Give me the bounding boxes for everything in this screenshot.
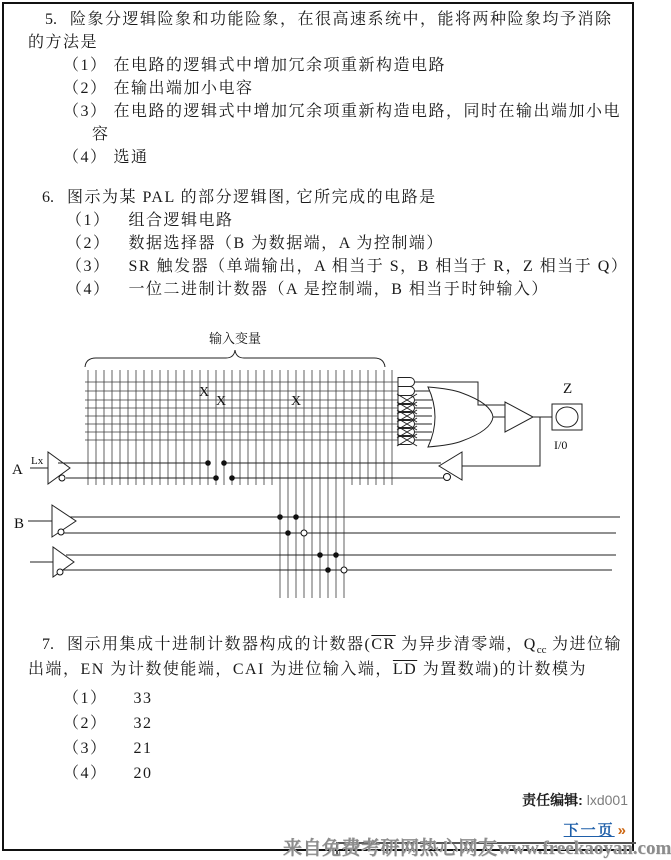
q5-stem-text1: 险象分逻辑险象和功能险象，在很高速系统中，能将两种险象均予消除 [70, 11, 613, 28]
q6-option-1-num: （1） [66, 212, 111, 229]
fuse-x-icon: X [216, 394, 227, 409]
q7-option-2-text: 32 [133, 715, 153, 732]
q7-option-1 [63, 686, 636, 711]
inverter-bubble-icon [58, 529, 64, 535]
q6-option-2-text: 数据选择器（B 为数据端，A 为控制端） [128, 235, 444, 252]
q7-number: 7. [42, 636, 54, 653]
q5-option-1-num: （1） [63, 57, 108, 74]
q7-options [0, 686, 636, 786]
input-variables-label: 输入变量 [208, 331, 262, 346]
fuse-x-icon: X [199, 385, 210, 400]
q6-option-2 [66, 232, 636, 255]
inverter-bubble-icon [57, 569, 63, 575]
q-subscript: cc [536, 644, 547, 657]
q7-stem-line2: 出端，EN 为计数使能端，CAI 为进位输入端，$\overline{LD}$ 为置数端)的计数模为 [28, 661, 588, 678]
q6-stem [42, 186, 636, 209]
q6-stem-text: 图示为某 PAL 的部分逻辑图, 它所完成的电路是 [67, 189, 437, 206]
q5-option-2-text: 在输出端加小电容 [113, 80, 254, 97]
q7-option-4-text: 20 [133, 765, 153, 782]
q5-stem-text2: 的方法是 [28, 34, 99, 51]
q7-option-2 [63, 711, 636, 736]
row-c-wires [63, 552, 616, 573]
q7-option-1-text: 33 [133, 690, 153, 707]
input-variables-brace [85, 350, 385, 367]
q7-option-4 [63, 761, 636, 786]
q6-option-4 [66, 278, 636, 301]
output-z-label: Z [563, 381, 573, 397]
q6-option-4-text: 一位二进制计数器（A 是控制端，B 相当于时钟输入） [128, 281, 549, 298]
io-pad-pin [556, 407, 578, 427]
question-6 [0, 186, 636, 301]
product-term-lines [85, 382, 398, 440]
q7-option-2-num: （2） [63, 715, 108, 732]
io-label: I/0 [554, 438, 568, 452]
input-b-label: B [14, 516, 25, 532]
input-c-buffer [30, 547, 74, 577]
watermark-text: 来自免费考研网热心网友 [283, 838, 498, 859]
pal-circuit-diagram [0, 325, 636, 617]
q5-number: 5. [45, 11, 57, 28]
q7-option-3-text: 21 [133, 740, 153, 757]
q5-stem-line1 [45, 8, 636, 31]
q6-option-4-num: （4） [66, 281, 111, 298]
q6-option-3 [66, 255, 636, 278]
q5-option-3-text: 在电路的逻辑式中增加冗余项重新构造电路，同时在输出端加小电 [113, 103, 622, 120]
io-pad [552, 404, 582, 430]
input-column-lines [88, 370, 392, 598]
watermark-url: www.freekaoyan.com [497, 838, 671, 859]
q5-option-3 [63, 100, 636, 123]
watermark [283, 833, 671, 860]
q5-stem-line2 [28, 31, 636, 54]
q5-option-4 [63, 146, 636, 169]
q7-option-1-num: （1） [63, 690, 108, 707]
fuse-marks [199, 385, 301, 409]
q7-stem-line1: 7. 图示用集成十进制计数器构成的计数器($\overline{CR}$ 为异步清零端，$Q_{cc}$ 为进位输 [42, 636, 623, 657]
q5-option-3-wrap: 容 [92, 126, 110, 143]
row-b-wires [64, 514, 620, 536]
or-gate [428, 387, 493, 447]
q5-option-4-text: 选通 [113, 149, 149, 166]
ld-overline: $\overline{LD}$ [392, 661, 418, 678]
q5-option-1-text: 在电路的逻辑式中增加冗余项重新构造电路 [113, 57, 447, 74]
q6-option-1-text: 组合逻辑电路 [128, 212, 234, 229]
input-b-buffer [28, 505, 76, 537]
input-a-pin-label: Lx [31, 455, 44, 467]
question-5 [0, 8, 636, 169]
cr-overline: $\overline{CR}$ [371, 636, 396, 653]
q5-option-1 [63, 54, 636, 77]
q5-option-3-num: （3） [63, 103, 108, 120]
editor-label: 责任编辑: [522, 792, 583, 808]
fuse-x-icon: X [291, 394, 302, 409]
q7-option-3-num: （3） [63, 740, 108, 757]
next-page-link[interactable]: 下一页 [563, 822, 615, 839]
output-buffer [505, 402, 533, 432]
q6-option-2-num: （2） [66, 235, 111, 252]
buffer-triangle [53, 547, 74, 577]
q5-option-2-num: （2） [63, 80, 108, 97]
q6-option-3-text: SR 触发器（单端输出，A 相当于 S，B 相当于 R，Z 相当于 Q） [128, 258, 629, 275]
input-a-label: A [12, 462, 23, 478]
next-page-arrow-icon: » [617, 822, 628, 839]
q5-option-2 [63, 77, 636, 100]
inverter-bubble-icon [444, 474, 451, 481]
inverter-bubble-icon [59, 475, 65, 481]
q6-number: 6. [42, 189, 54, 206]
editor-value: lxd001 [586, 792, 628, 808]
editor-credit [522, 790, 628, 810]
and-gate-array [397, 378, 432, 447]
q7-option-4-num: （4） [63, 765, 108, 782]
q6-option-1 [66, 209, 636, 232]
q6-option-3-num: （3） [66, 258, 111, 275]
question-7 [0, 632, 636, 786]
q7-option-3 [63, 736, 636, 761]
row-a-wires [58, 460, 444, 481]
q5-option-4-num: （4） [63, 149, 108, 166]
